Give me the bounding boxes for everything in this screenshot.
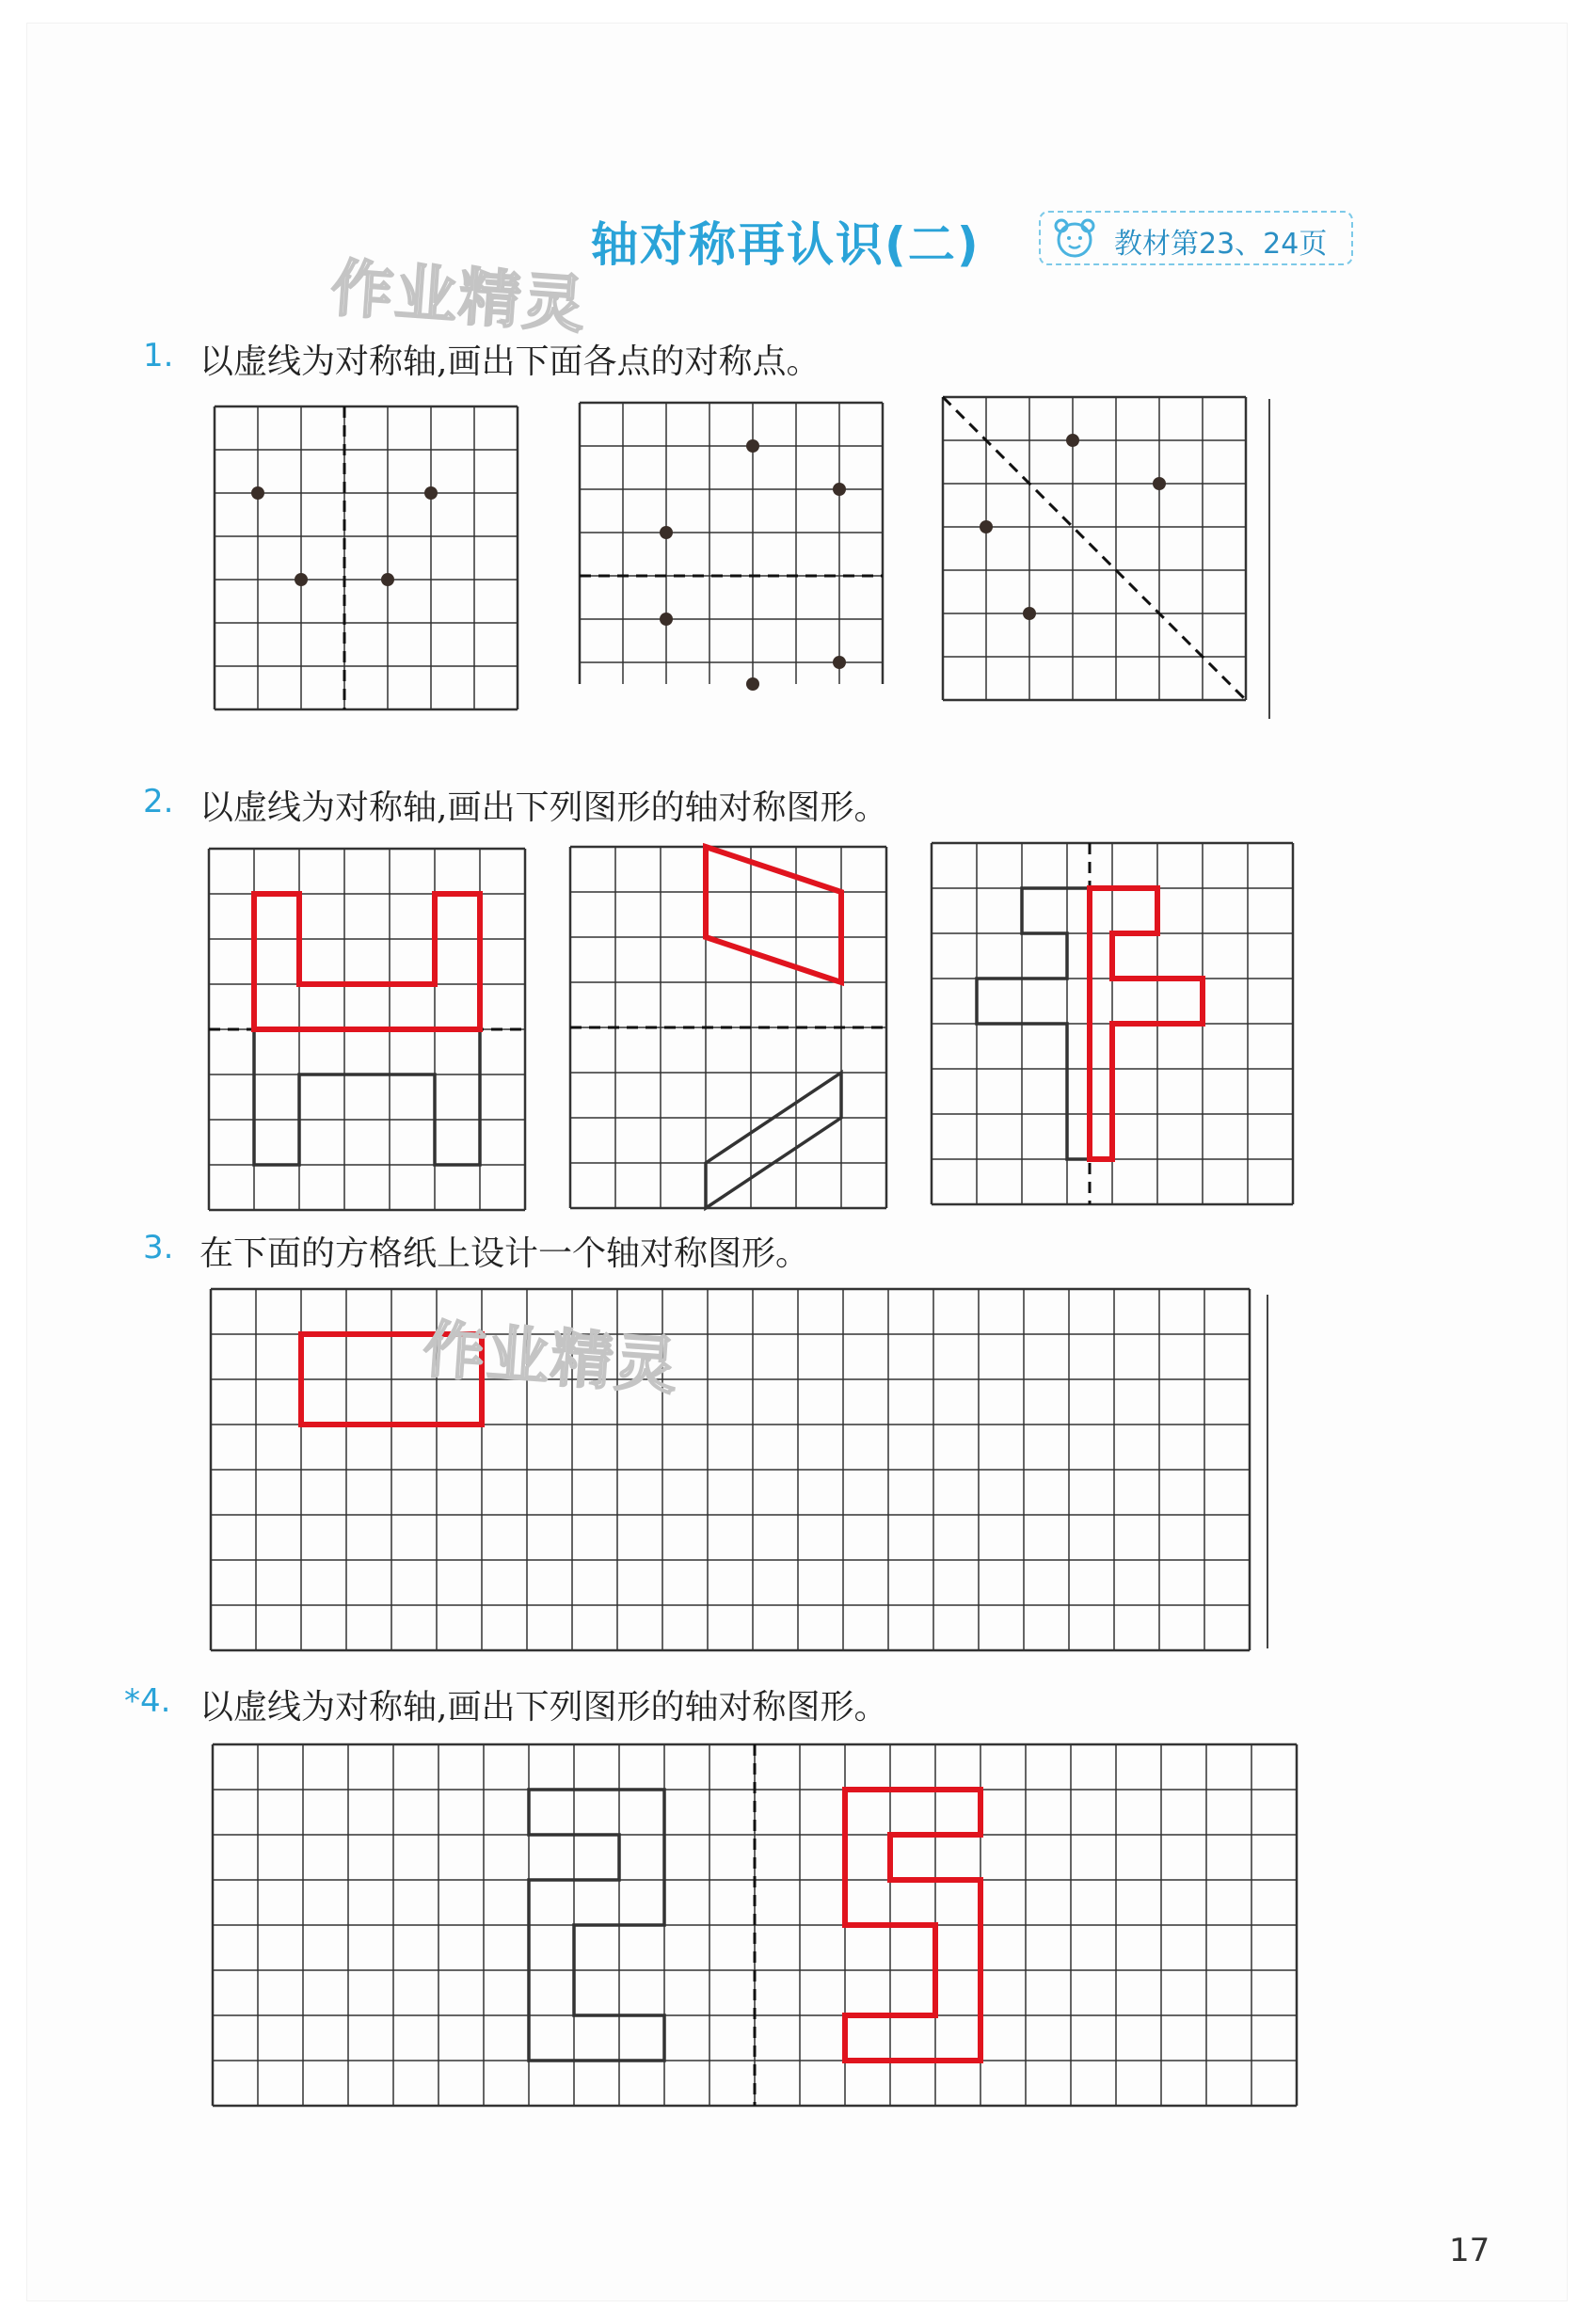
q1-grid-3[interactable]: [943, 397, 1250, 704]
question-4-number: *4.: [124, 1682, 171, 1720]
grid-point: [381, 573, 394, 586]
question-4-text: 以虚线为对称轴,画出下列图形的轴对称图形。: [199, 1688, 888, 1727]
q2-grid-2[interactable]: [570, 847, 886, 1216]
grid-point: [295, 573, 308, 586]
answer-shape: [706, 847, 841, 982]
symmetry-axis: [943, 397, 1246, 700]
given-shape: [254, 1029, 480, 1165]
page-edge-line: [1267, 1295, 1268, 1648]
question-3-number: 3.: [143, 1229, 174, 1266]
page-number: 17: [1449, 2232, 1490, 2269]
mascot-icon: [1046, 215, 1103, 262]
question-2-text: 以虚线为对称轴,画出下列图形的轴对称图形。: [199, 788, 888, 827]
textbook-reference-box: [1039, 211, 1353, 265]
q1-grid-2[interactable]: [580, 403, 886, 709]
question-2-number: 2.: [143, 783, 174, 820]
q3-design-grid[interactable]: [211, 1289, 1251, 1650]
grid-point: [251, 486, 264, 500]
grid-point: [1066, 434, 1079, 447]
watermark: 作业精灵: [421, 1313, 681, 1404]
grid-point: [833, 483, 846, 496]
grid-point: [746, 439, 759, 453]
q2-grid-1[interactable]: [209, 849, 525, 1218]
grid-point: [746, 677, 759, 691]
grid-point: [424, 486, 438, 500]
given-shape: [706, 1073, 841, 1208]
grid-point: [980, 520, 993, 533]
grid-point: [660, 613, 673, 626]
answer-shape: [254, 894, 480, 1029]
question-1-text: 以虚线为对称轴,画出下面各点的对称点。: [199, 342, 821, 381]
q4-grid[interactable]: [213, 1744, 1300, 2113]
watermark: 作业精灵: [328, 251, 589, 342]
grid-point: [1153, 477, 1166, 490]
textbook-reference: 教材第23、24页: [1114, 228, 1328, 261]
question-3-text: 在下面的方格纸上设计一个轴对称图形。: [199, 1234, 810, 1273]
grid-point: [1023, 607, 1036, 620]
grid-point: [660, 526, 673, 539]
q1-grid-1[interactable]: [215, 406, 521, 713]
question-1-number: 1.: [143, 337, 174, 374]
q2-grid-3[interactable]: [932, 843, 1293, 1212]
grid-point: [833, 656, 846, 669]
page-edge-line: [1268, 399, 1270, 719]
page-title: 轴对称再认识(二): [591, 217, 980, 272]
